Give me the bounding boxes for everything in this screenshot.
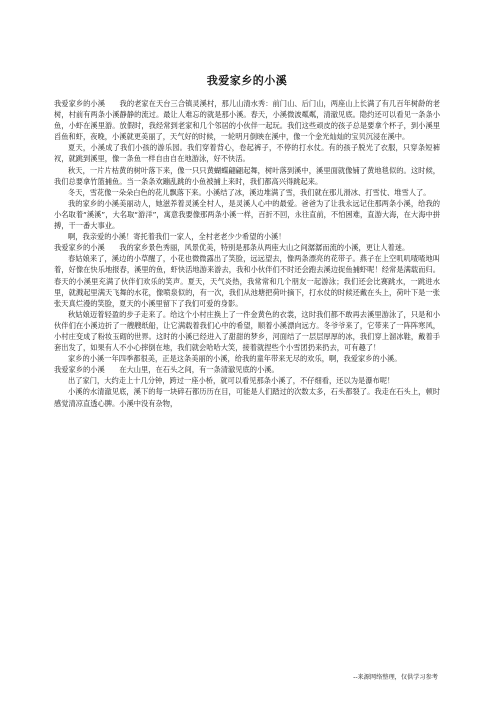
paragraph: 冬天，雪花像一朵朵白色的花儿飘落下来。小溪结了冰，溪边堆满了雪，我们就在那儿滑冰、打雪仗、堆雪人了。 — [68, 187, 431, 197]
page-title: 我爱家乡的小溪 — [206, 74, 288, 87]
paragraph: 啊，我亲爱的小溪！寄托着我们一家人，全村老老少少希望的小溪！ — [68, 232, 286, 242]
paragraph: 秋天，一片片枯黄的树叶落下来，像一只只黄蝴蝶翩翩起舞，树叶落到溪中，溪里面就像铺了黄地毯似的。这时候，我们总要拿竹篮捕鱼。当一条条欢蹦乱跳的小鱼被捕上来时，我们都高兴得跳起来。 — [54, 165, 440, 186]
paragraph: 小溪的水清澈见底，溪下的每一块碎石都历历在目，可能是人们踏过的次数太多，石头都裂了。我走在石头上，顿时感觉清凉直透心脾。小溪中没有杂物， — [54, 387, 440, 408]
paragraph: 出了家门，大约走上十几分钟，跨过一座小桥，就可以看见那条小溪了，不仔细看，还以为是瀑布呢！ — [68, 376, 395, 386]
paragraph: 我爱家乡的小溪 我的老家在天台三合镇灵溪村，那儿山清水秀：前门山、后门山，两座山上长满了有几百年树龄的老树，村前有两条小溪静静的流过。最让人难忘的就是那小溪。春天，小溪微波粼粼，清澈见底。隐约还可以看见一条条小鱼，小虾在溪里游。放假时，我经常到老家和几个邻居的小伙伴一起玩。我们这些顽皮的孩子总是要拿个杯子，到小溪里舀鱼和虾，夜晚，小溪就更美丽了，天气好的时候，一轮明月倒映在溪中，像一个金光灿灿的宝贝沉浸在溪中。 — [54, 99, 440, 142]
paragraph: 秋姑娘迈着轻盈的步子走来了。给这个小村庄换上了一件金黄色的衣裳，这时我们都不敢再去溪里游泳了，只是和小伙伴们在小溪边折了一艘艘纸船，让它满载着我们心中的希望，顺着小溪漂向远方。冬爷爷来了，它带来了一阵阵寒风，小村庄变成了粉妆玉砌的世界。这时的小溪已经进入了甜甜的梦乡，河面结了一层层厚厚的冰，我们穿上溜冰鞋，戴着手套出发了，如果有人不小心摔倒在地，我们就会哈哈大笑，接着就捏些个小雪团扔来扔去，可有趣了！ — [54, 309, 440, 353]
paragraph: 夏天，小溪成了我们小孩的游乐园。我们穿着背心，卷起裤子，不停的打水仗。有的孩子脱光了衣服，只穿条短裤衩，就跳到溪里，像一条鱼一样自由自在地游泳，好不快活。 — [54, 143, 440, 164]
document-body — [54, 98, 440, 409]
paragraph: 我爱家乡的小溪 在大山里，在石头之间，有一条清澈见底的小溪。 — [54, 365, 279, 375]
paragraph: 家乡的小溪一年四季都很美，正是这条美丽的小溪，给我的童年带来无尽的欢乐，啊，我爱家乡的小溪。 — [68, 354, 402, 364]
paragraph: 我爱家乡的小溪 我的家乡景色秀丽，风景优美，特别是那条从两座大山之间潺潺而流的小溪，更让人着迷。 — [54, 243, 410, 253]
paragraph: 我的家乡的小溪美丽动人，她滋养着灵溪全村人，是灵溪人心中的最爱。爸爸为了让我永远记住那两条小溪，给我的小名取着“溪溪”，大名取“游洋”，寓意我要像那两条小溪一样，百折不回，永往直前，不怕困难，直游大海，在大海中拼搏，干一番大事业。 — [54, 198, 440, 231]
source-footer: --来源网络整理，仅供学习参考 — [353, 674, 438, 681]
document-page — [54, 72, 440, 409]
paragraph: 春姑娘来了，溪边的小草醒了，小花也微微露出了笑脸，远远望去，像两条漂亮的花带子。燕子在上空叽叽喳喳地叫着，好像在快乐地报春，溪里的鱼，虾快活地游来游去，我和小伙伴们不时还会跑去溪边捉鱼捕虾呢！经常是满载而归。春天的小溪里充满了伙伴们欢乐的笑声。夏天，天气炎热，我常常和几个朋友一起游泳；我们还会比赛跳水，一跳进水里，就溅起里满天飞舞的水花，像喷泉似的，有一次，我们从池塘把荷叶摘下，打水仗的时候还戴在头上，荷叶下是一张张天真烂漫的笑脸，夏天的小溪里留下了我们可爱的身影。 — [54, 254, 440, 308]
